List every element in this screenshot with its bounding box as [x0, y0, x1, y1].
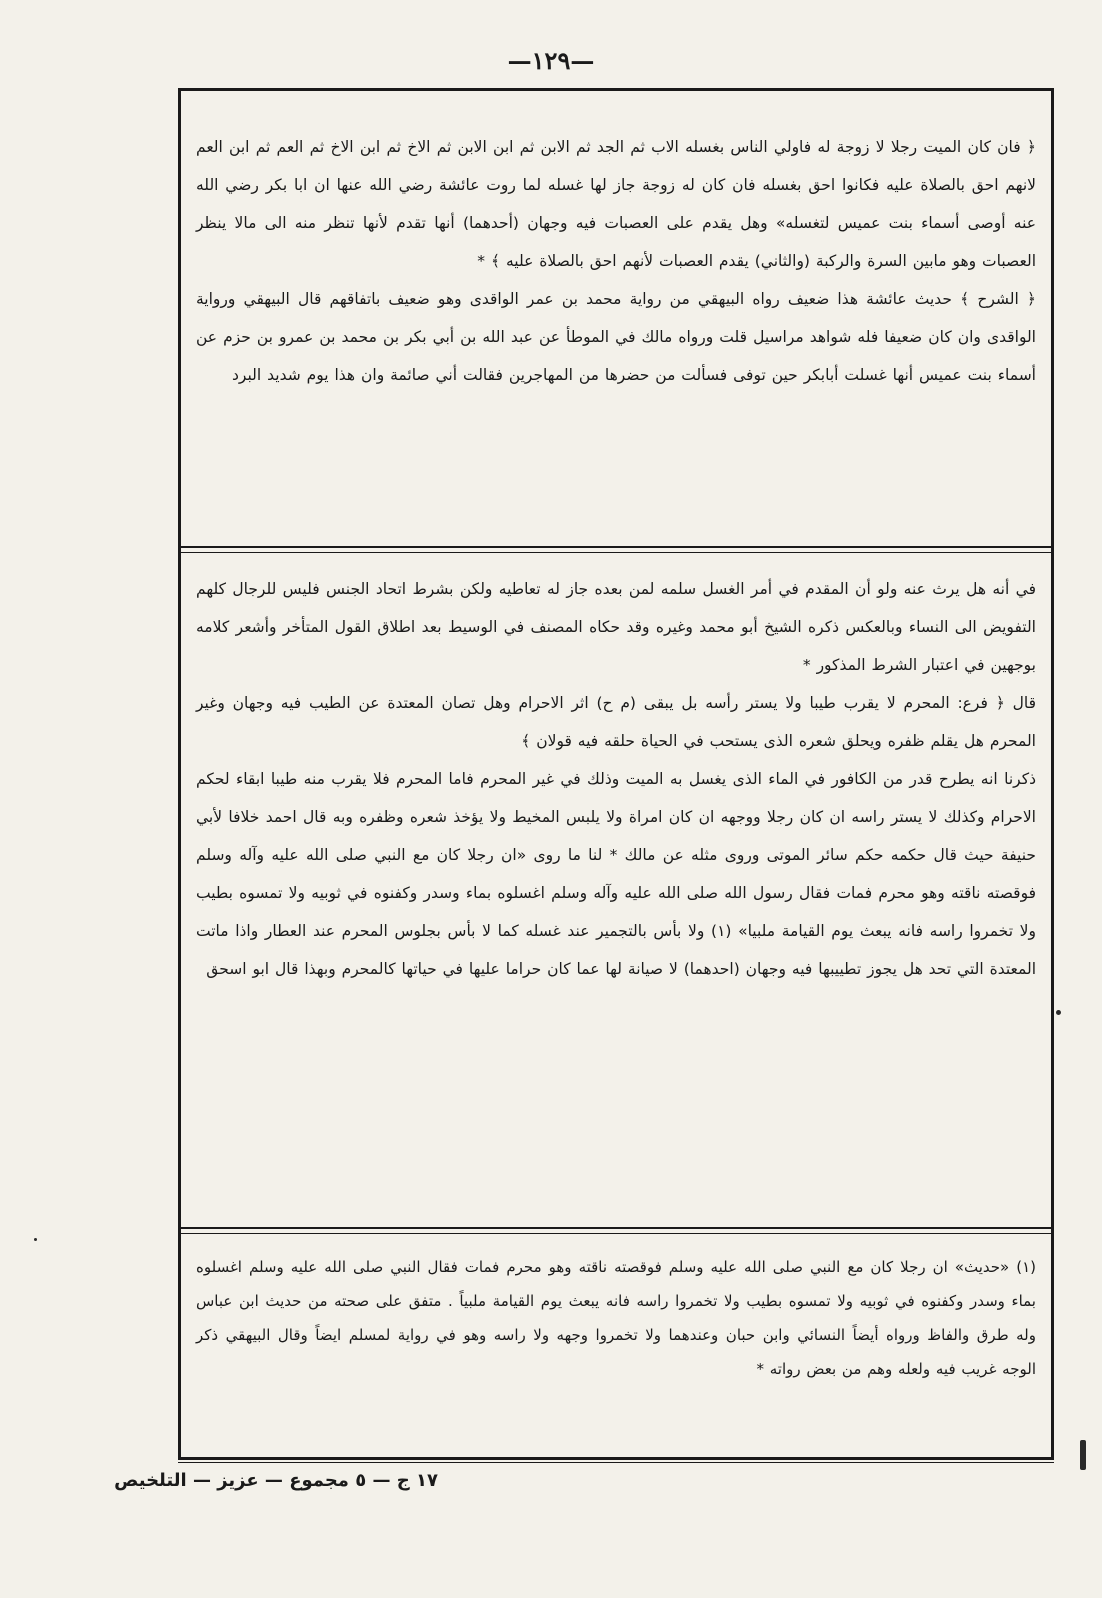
scan-speck: [34, 1238, 37, 1241]
commentary-paragraph: ذكرنا انه يطرح قدر من الكافور في الماء الذى يغسل به الميت وذلك في غير المحرم فاما المحرم فلا يقرب منه طيبا ابقاء لحكم الاحرام وكذلك لا يستر راسه ان كان رجلا ووجهه ان كان امراة ولا يلبس المخيط ولا يؤخذ شعره وظفره وبه قال احمد خلافا لأبي حنيفة حيث قال حكمه حكم سائر الموتى وروى مثله عن مالك * لنا ما روى «ان رجلا كان مع النبي صلى الله عليه وآله وسلم فوقصته ناقته وهو محرم فمات فقال رسول الله صلى الله عليه وآله وسلم اغسلوه بماء وسدر وكفنوه في ثوبيه ولا تمسوه بطيب ولا تخمروا راسه فانه يبعث يوم القيامة ملبيا» (١) ولا بأس بالتجمير عند غسله كما لا بأس بجلوس المحرم عند العطار واذا ماتت المعتدة التي تحد هل يجوز تطييبها فيه وجهان (احدهما) لا صيانة لها عما كان حراما عليها في حياتها كالمحرم وبهذا قال ابو اسحق: [196, 770, 1036, 978]
scan-speck: [1056, 1010, 1061, 1015]
main-text: [196, 128, 1036, 394]
footer-signature: ١٧ ج — ٥ مجموع — عزيز — التلخيص: [114, 1470, 438, 1491]
commentary-paragraph: في أنه هل يرث عنه ولو أن المقدم في أمر الغسل سلمه لمن بعده جاز له تعاطيه ولكن بشرط اتحاد الجنس فليس للرجال كلهم التفويض الى النساء وبالعكس ذكره الشيخ أبو محمد وغيره وقد حكاه المصنف في الوسيط بعد اطلاق القول المتأخر وأشعر كلامه بوجهين في اعتبار الشرط المذكور *: [196, 580, 1036, 674]
scan-speck: [1080, 1440, 1086, 1470]
footnote-paragraph: (١) «حديث» ان رجلا كان مع النبي صلى الله عليه وسلم فوقصته ناقته وهو محرم فمات فقال النبي صلى الله عليه وسلم اغسلوه بماء وسدر وكفنوه في ثوبيه ولا تمسوه بطيب ولا تخمروا راسه فانه يبعث يوم القيامة ملبياً . متفق على صحته من حديث ابن عباس وله طرق والفاظ ورواه أيضاً النسائي وابن حبان وعندهما ولا تخمروا وجهه ولا راسه وهو في رواية لمسلم ايضاً وقال البيهقي ذكر الوجه غريب فيه ولعله وهم من بعض رواته *: [196, 1258, 1036, 1378]
commentary-paragraph: قال ﴿ فرع: المحرم لا يقرب طيبا ولا يستر رأسه بل يبقى (م ح) اثر الاحرام وهل تصان المعتدة عن الطيب فيه وجهان وغير المحرم هل يقلم ظفره ويحلق شعره الذى يستحب في الحياة حلقه فيه قولان ﴾: [196, 694, 1036, 750]
main-paragraph: ﴿ الشرح ﴾ حديث عائشة هذا ضعيف رواه البيهقي من رواية محمد بن عمر الواقدى وهو ضعيف باتفاقهم قال البيهقي ورواية الواقدى وان كان ضعيفا فله شواهد مراسيل قلت ورواه مالك في الموطأ عن عبد الله بن أبي بكر بن محمد بن عمرو بن حزم عن أسماء بنت عميس أنها غسلت أبابكر حين توفى فسألت من حضرها من المهاجرين فقالت أني صائمة وان هذا يوم شديد البرد: [196, 290, 1036, 384]
main-paragraph: ﴿ فان كان الميت رجلا لا زوجة له فاولي الناس بغسله الاب ثم الجد ثم الابن ثم ابن الابن ثم الاخ ثم ابن الاخ ثم العم ثم ابن العم لانهم احق بالصلاة عليه فكانوا احق بغسله فان كان له زوجة جاز لها غسله لما روت عائشة رضي الله عنها ان ابا بكر رضي الله عنه أوصى أسماء بنت عميس لتغسله» وهل يقدم على العصبات فيه وجهان (أحدهما) أنها تقدم لأنها تنظر منه الى مالا ينظر العصبات وهو مابين السرة والركبة (والثاني) يقدم العصبات لأنهم احق بالصلاة عليه ﴾ *: [196, 138, 1036, 270]
footnotes: [196, 1250, 1036, 1386]
footnote-divider: [178, 1227, 1054, 1229]
section-divider: [178, 546, 1054, 548]
commentary-text: [196, 570, 1036, 988]
footnote-divider: [178, 1233, 1054, 1234]
page-number: —١٢٩—: [507, 46, 595, 75]
footer-rule: [178, 1462, 1054, 1463]
section-divider: [178, 552, 1054, 553]
